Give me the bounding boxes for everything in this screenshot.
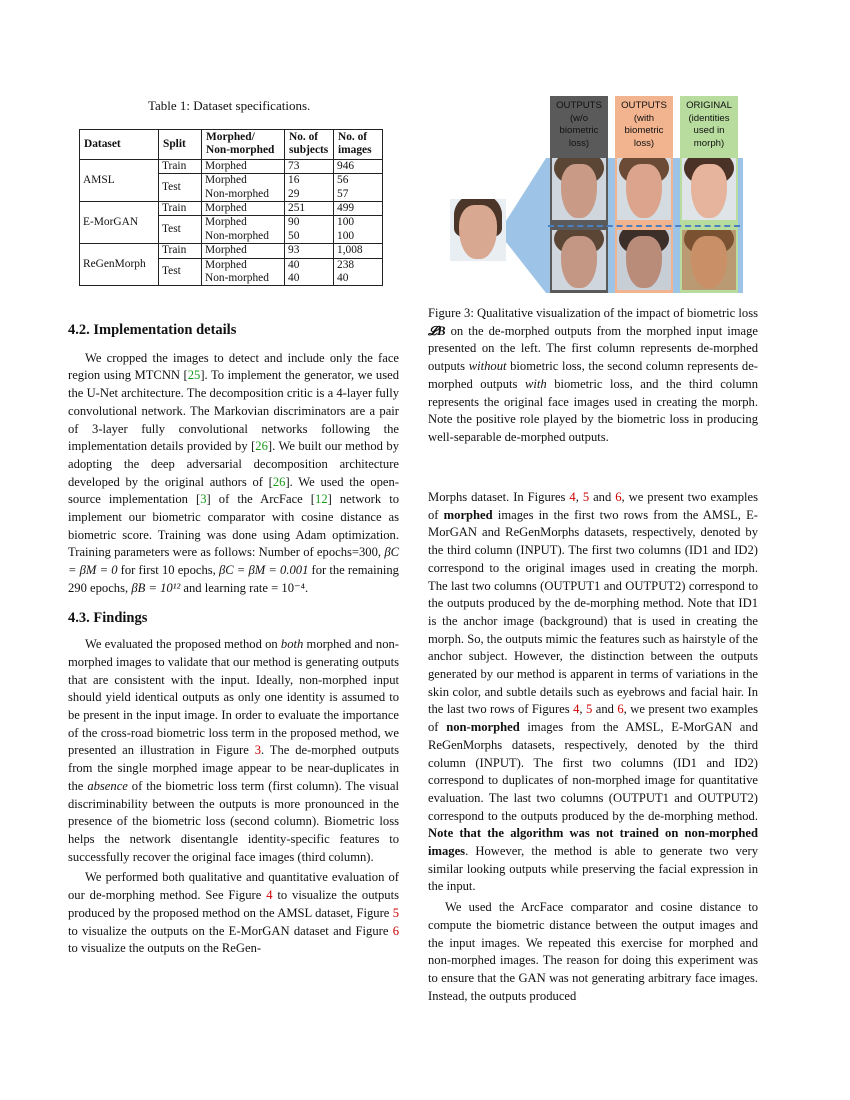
figure-ref-link[interactable]: 4 — [573, 702, 580, 717]
table-header-cell: No. of images — [334, 130, 383, 160]
images-cell: 100 — [334, 216, 383, 230]
table-header-row — [80, 130, 383, 160]
split-cell: Test — [159, 258, 202, 286]
split-cell: Train — [159, 244, 202, 258]
figure-ref-link[interactable]: 6 — [617, 702, 624, 717]
subjects-cell: 90 — [285, 216, 334, 230]
type-cell: Morphed — [202, 202, 285, 216]
citation-link[interactable]: 26 — [272, 474, 286, 489]
caption-emphasis: without — [468, 359, 507, 374]
paragraph: We cropped the images to detect and include only the face region using MTCNN [25]. To implement the generator, we used the U-Net architecture. The decomposition critic is a 4-layer fully convolutional network. The Markovian discriminators are a pair of 3-layer fully convolutional networks following the implementation details provided by [26]. We built our method by adopting the deep adversarial decomposition architecture developed by the original authors of [26]. We used the open-source implementation [3] of the ArcFace [12] network to implement our biometric comparator with cosine distance as biometric score. Training was done using Adam optimization. Training parameters were as follows: Number of epochs=300, βC = βM = 0 for first 10 epochs, βC = βM = 0.001 for the remaining 290 epochs, βB = 10¹² and learning rate = 10⁻⁴. — [68, 350, 400, 595]
figure-ref-link[interactable]: 3 — [254, 743, 261, 758]
type-cell: Morphed — [202, 174, 285, 188]
output-face-image — [617, 230, 671, 290]
type-cell: Non-morphed — [202, 230, 285, 244]
split-cell: Test — [159, 174, 202, 202]
citation-link[interactable]: 25 — [187, 368, 201, 383]
split-cell: Train — [159, 202, 202, 216]
header-text: OUTPUTS (with biometric loss) — [621, 100, 667, 149]
figure-ref-link[interactable]: 4 — [266, 888, 273, 903]
section-heading: 4.3. Findings — [68, 609, 148, 626]
header-outputs-without-loss — [550, 96, 608, 154]
output-face-image — [552, 158, 606, 220]
input-face-image — [450, 199, 506, 261]
figure-ref-link[interactable]: 6 — [392, 923, 399, 938]
subjects-cell: 16 — [285, 174, 334, 188]
table-caption: Table 1: Dataset specifications. — [148, 98, 311, 113]
images-cell: 56 — [334, 174, 383, 188]
output-face-image — [552, 230, 606, 290]
type-cell: Morphed — [202, 159, 285, 173]
subjects-cell: 93 — [285, 244, 334, 258]
table-header-cell: No. of subjects — [285, 130, 334, 160]
figure-ref-link[interactable]: 5 — [586, 702, 593, 717]
images-cell: 946 — [334, 159, 383, 173]
figure-ref-link[interactable]: 4 — [569, 490, 576, 504]
row-divider — [548, 225, 740, 227]
caption-text: biometric loss, the second column represents de-morphed outputs — [428, 359, 758, 391]
left-column — [68, 322, 399, 958]
caption-symbol: 𝓛B — [428, 323, 446, 338]
dataset-cell: AMSL — [80, 159, 159, 201]
figure-ref-link[interactable]: 5 — [582, 490, 590, 504]
subjects-cell: 40 — [285, 272, 334, 286]
table-row — [80, 202, 383, 216]
subjects-cell: 73 — [285, 159, 334, 173]
split-cell: Train — [159, 159, 202, 173]
type-cell: Morphed — [202, 258, 285, 272]
dataset-cell: ReGenMorph — [80, 244, 159, 286]
right-column — [428, 489, 758, 1005]
paragraph: Morphs dataset. In Figures 4, 5 and 6, we present two examples of morphed images in the first two rows from the AMSL, E-MorGAN and ReGenMorphs datasets, respectively, denoted by the third column (INPUT). The first two columns (ID1 and ID2) correspond to the original images used in creating the morph. The last two columns (OUTPUT1 and OUTPUT2) correspond to the outputs produced by the de-morphing method. Note that ID1 is the anchor image (background) that is used in creating the morph. So, the outputs mimic the features such as hairstyle of the anchor subject. However, the distinction between the outputs generated by our method is apparent in terms of variations in the skin color, and subtle details such as eyebrows and facial hair. In the last two rows of Figures 4, 5 and 6, we present two examples of non-morphed images from the AMSL, E-MorGAN and ReGenMorphs datasets, respectively, denoted by the third column (INPUT). The first two columns (ID1 and ID2) correspond to duplicates of non-morphed image for quantitative evaluation. The last two columns (OUTPUT1 and OUTPUT2) correspond to the outputs produced by the de-morphing method. Note that the algorithm was not trained on non-morphed images. However, the method is able to generate two very similar looking outputs while preserving the facial expression in the input. — [428, 490, 759, 894]
subjects-cell: 40 — [285, 258, 334, 272]
table-row — [80, 159, 383, 173]
citation-link[interactable]: 26 — [255, 439, 268, 454]
figure-caption — [428, 305, 758, 447]
figure-ref-link[interactable]: 5 — [392, 905, 399, 920]
dataset-cell: E-MorGAN — [80, 202, 159, 244]
dataset-table — [79, 129, 383, 286]
subjects-cell: 29 — [285, 188, 334, 202]
citation-link[interactable]: 3 — [200, 492, 207, 507]
table-row — [80, 244, 383, 258]
paragraph: We performed both qualitative and quantitative evaluation of our de-morphing method. See Figure 4 to visualize the outputs produced by the proposed method on the AMSL dataset, Figure 5 to visualize the outputs on the E-MorGAN dataset and Figure 6 to visualize the outputs on the ReGen- — [68, 870, 399, 956]
header-text: ORIGINAL (identities used in morph) — [686, 100, 732, 149]
caption-text: Figure 3: Qualitative visualization of the impact of biometric loss — [428, 306, 758, 320]
header-outputs-with-loss — [615, 96, 673, 154]
type-cell: Morphed — [202, 216, 285, 230]
figure-3 — [448, 96, 743, 293]
header-original-identities — [680, 96, 738, 154]
table-header-cell: Morphed/ Non-morphed — [202, 130, 285, 160]
figure-ref-link[interactable]: 6 — [615, 490, 622, 504]
section-heading: 4.2. Implementation details — [68, 322, 237, 338]
type-cell: Non-morphed — [202, 188, 285, 202]
images-cell: 57 — [334, 188, 383, 202]
table-header-cell: Split — [159, 130, 202, 160]
images-cell: 100 — [334, 230, 383, 244]
citation-link[interactable]: 12 — [315, 492, 328, 507]
paragraph: We evaluated the proposed method on both morphed and non-morphed images to validate that our method is generating outputs that are consistent with the input. Ideally, non-morphed input should yield identical outputs as only one identity is assumed to be present in the input image. In order to evaluate the importance of the cross-road biometric loss term in the proposed method, we presented an illustration in Figure 3. The de-morphed outputs from the single morphed image appear to be near-duplicates in the absence of the biometric loss term (first column). The visual discriminability between the outputs is more pronounced in the presence of the biometric loss (second column). Biometric loss helps the network disentangle identity-specific features to successfully recover the original face images (third column). — [68, 637, 399, 864]
type-cell: Morphed — [202, 244, 285, 258]
output-face-image — [617, 158, 671, 220]
header-text: OUTPUTS (w/o biometric loss) — [556, 100, 602, 149]
split-cell: Test — [159, 216, 202, 244]
table-header-cell: Dataset — [80, 130, 159, 160]
subjects-cell: 50 — [285, 230, 334, 244]
images-cell: 40 — [334, 272, 383, 286]
subjects-cell: 251 — [285, 202, 334, 216]
original-face-image — [682, 158, 736, 220]
images-cell: 238 — [334, 258, 383, 272]
images-cell: 1,008 — [334, 244, 383, 258]
caption-text: biometric loss, and the third column represents the original face images used in creating the morph. Note the positive role played by the biometric loss in producing well-separable de-morphed outputs. — [428, 376, 758, 444]
type-cell: Non-morphed — [202, 272, 285, 286]
images-cell: 499 — [334, 202, 383, 216]
original-face-image — [682, 230, 736, 290]
paragraph: We used the ArcFace comparator and cosine distance to compute the biometric distance between the output images and the input images. We repeated this exercise for morphed and non-morphed images. The reason for doing this experiment was to ensure that the GAN was not generating arbitrary face images. Instead, the outputs produced — [428, 900, 758, 1003]
caption-emphasis: with — [524, 376, 547, 391]
caption-text: on the de-morphed outputs from the morphed input image presented on the left. The first column represents de-morphed outputs — [428, 323, 758, 374]
